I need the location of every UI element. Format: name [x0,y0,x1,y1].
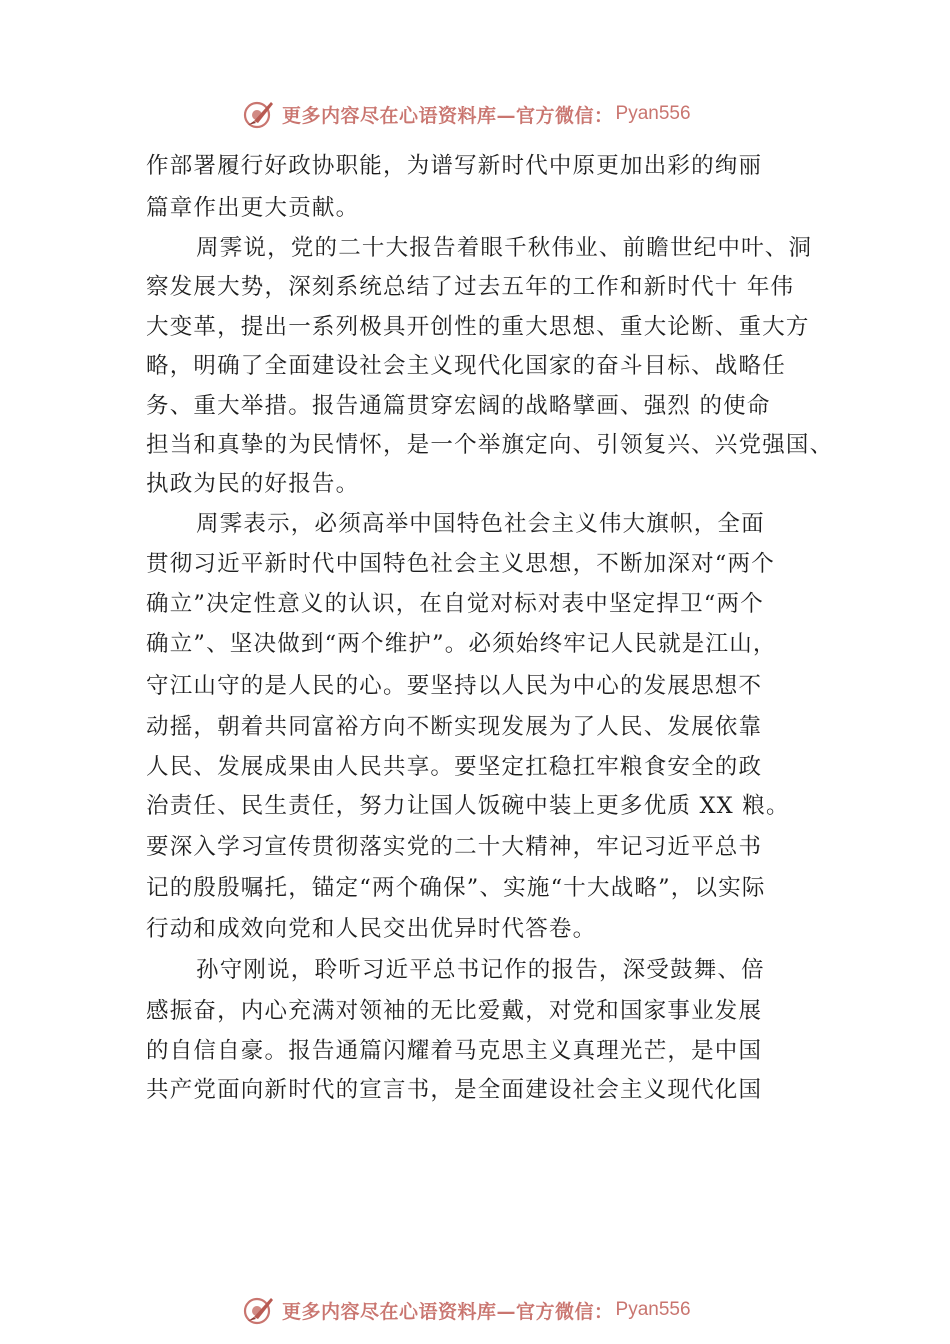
text-line: 周霁表示，必须高举中国特色社会主义伟大旗帜，全面 [196,511,765,537]
footer-banner-text: 更多内容尽在心语资料库—官方微信： [282,1300,614,1323]
header-wechat-handle: Pyan556 [615,103,691,124]
text-line: 守江山守的是人民的心。要坚持以人民为中心的发展思想不 [146,673,763,699]
text-line: 周霁说，党的二十大报告着眼千秋伟业、前瞻世纪中叶、洞 [196,235,813,261]
text-line: 篇章作出更大贡献。 [146,195,360,221]
text-line: 执政为民的好报告。 [146,471,360,497]
text-line: 的自信自豪。报告通篇闪耀着马克思主义真理光芒，是中国 [146,1038,763,1064]
text-line: 作部署履行好政协职能，为谱写新时代中原更加出彩的绚丽 [146,153,763,179]
header-banner-text: 更多内容尽在心语资料库—官方微信： [282,104,614,127]
quill-pen-logo-icon [242,1293,276,1327]
text-line: 确立”决定性意义的认识，在自觉对标对表中坚定捍卫“两个 [146,591,764,617]
text-line: 察发展大势，深刻系统总结了过去五年的工作和新时代十 年伟 [146,274,795,300]
text-line: 担当和真挚的为民情怀，是一个举旗定向、引领复兴、兴党强国、 [146,432,834,458]
text-line: 治责任、民生责任，努力让国人饭碗中装上更多优质 XX 粮。 [146,793,790,819]
text-line: 确立”、坚决做到“两个维护”。必须始终牢记人民就是江山， [146,631,777,657]
quill-pen-logo-icon [242,97,276,131]
text-line: 记的殷殷嘱托，锚定“两个确保”、实施“十大战略”，以实际 [146,875,766,901]
footer-banner [242,1290,762,1330]
text-line: 动摇，朝着共同富裕方向不断实现发展为了人民、发展依靠 [146,714,763,740]
text-line: 大变革，提出一系列极具开创性的重大思想、重大论断、重大方 [146,314,810,340]
text-line: 略，明确了全面建设社会主义现代化国家的奋斗目标、战略任 [146,353,786,379]
text-line: 贯彻习近平新时代中国特色社会主义思想，不断加深对“两个 [146,551,775,577]
header-banner [242,94,762,134]
text-line: 感振奋，内心充满对领袖的无比爱戴，对党和国家事业发展 [146,998,763,1024]
text-line: 孙守刚说，聆听习近平总书记作的报告，深受鼓舞、倍 [196,957,765,983]
text-line: 行动和成效向党和人民交出优异时代答卷。 [146,916,597,942]
text-line: 要深入学习宣传贯彻落实党的二十大精神，牢记习近平总书 [146,834,763,860]
text-line: 共产党面向新时代的宣言书，是全面建设社会主义现代化国 [146,1077,763,1103]
text-line: 人民、发展成果由人民共享。要坚定扛稳扛牢粮食安全的政 [146,754,763,780]
text-line: 务、重大举措。报告通篇贯穿宏阔的战略擘画、强烈 的使命 [146,393,771,419]
footer-wechat-handle: Pyan556 [615,1299,691,1320]
